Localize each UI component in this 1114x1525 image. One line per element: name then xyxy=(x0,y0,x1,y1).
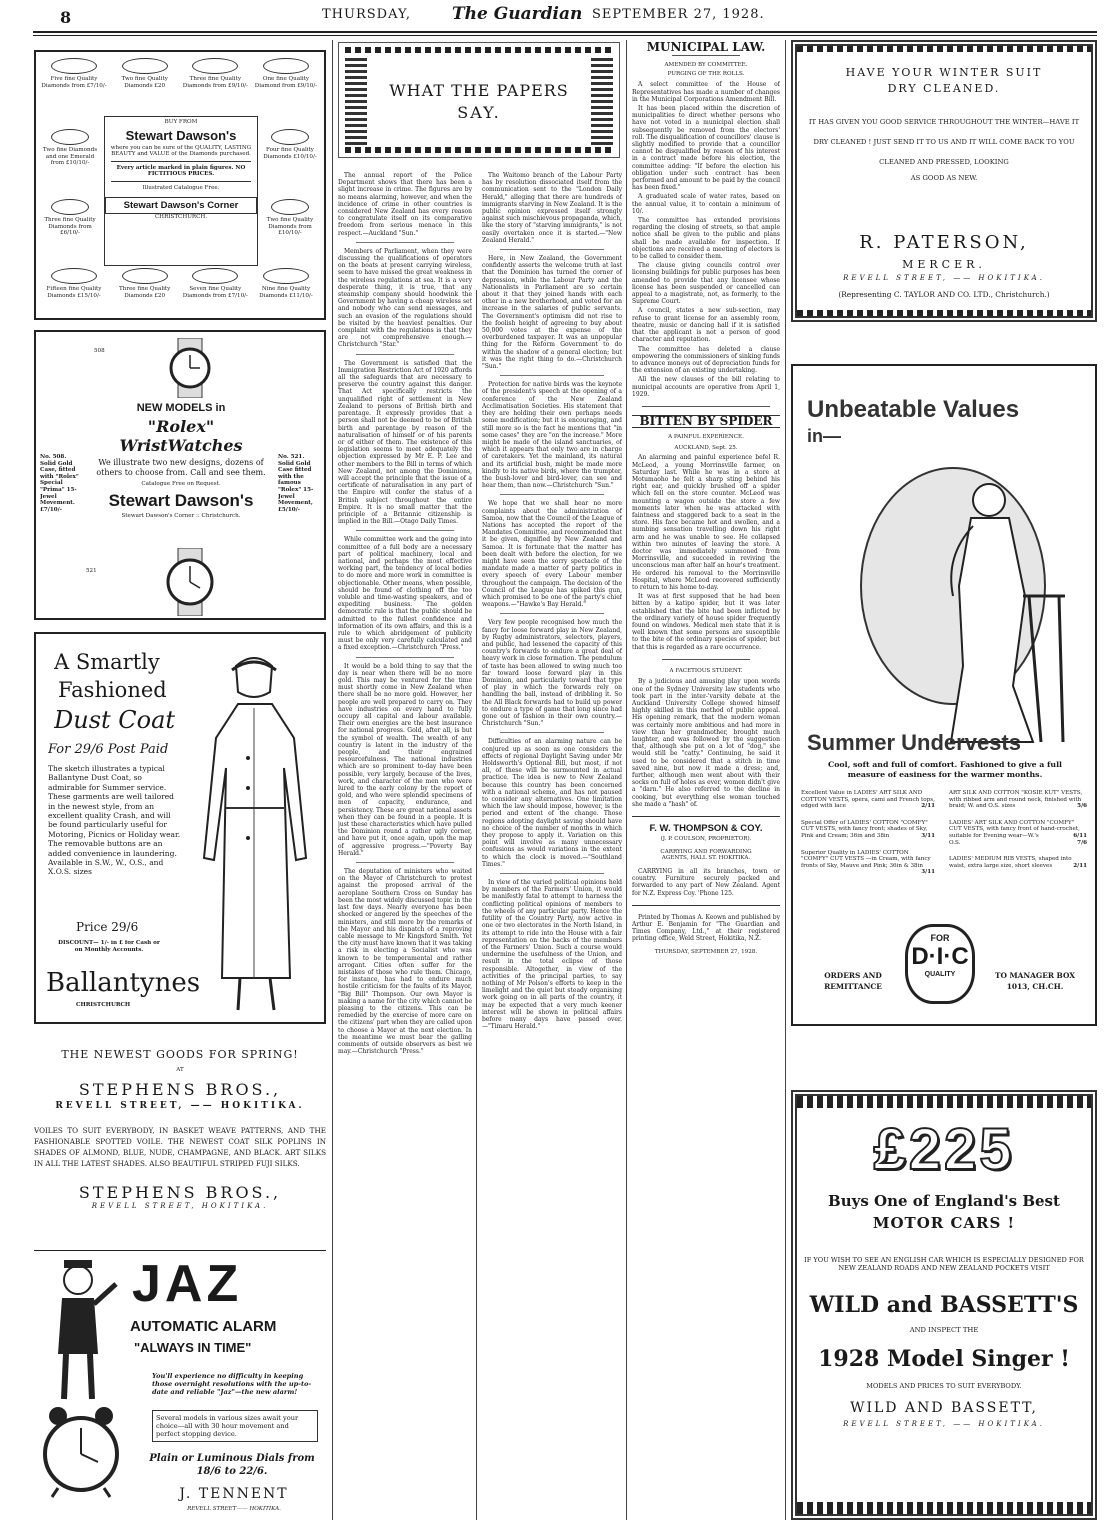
ad-rolex-watches xyxy=(34,330,326,620)
vest-offer-price: 3/11 xyxy=(921,869,935,876)
ring-item xyxy=(40,197,100,237)
wild-models: MODELS AND PRICES TO SUIT EVERYBODY. xyxy=(866,1382,1022,1390)
paper-extract: The Government is satisfied that the Immigration Restriction Act of 1920 affords all the safeguards that are necessary to preserve the country against this danger. That Act specifically restricts the unqualified right of settlement in New Zealand to persons of British birth and parentage. It expressly provides that a person shall not be deemed to be of British birth and parentage by reason of the naturalisation of himself or of his parents or of either of them. The existence of this legislation seems to meet adequately the objection expressed by Mr E. P. Lee and other members to the Bill in terms of which New Zealand, not among the Dominions, will accept the principle that the issue of a certificate of naturalisation in any part of the Empire will confer the status of a British subject throughout the entire Empire. It is no small matter that the principle of a Britannic citizenship is implied in the Bill.—Otago Daily Times. xyxy=(338,359,472,526)
vest-offer-text: Excellent Value in LADIES' ART SILK AND COTTON VESTS, opera, cami and French tops, edged with lace xyxy=(801,790,935,810)
undervests-title: Summer Undervests xyxy=(807,730,1021,755)
paterson-street: REVELL STREET, —— HOKITIKA. xyxy=(843,274,1045,282)
bellboy-illustration xyxy=(36,1254,120,1404)
ring-icon xyxy=(192,268,238,284)
paper-extract: Here, in New Zealand, the Government confidently asserts the welcome truth at last that the Dominion has turned the corner of depression, while the Labour Party and the Nationalists in Parliament are so certain about it that they joined hands with each other in a new brotherhood, and voted for an increase in the salaries of public servants. The Government's optimism did not rise to the foolish height of agreeing to buy about 50,000 votes at the expense of the overburdened taxpayer. It was an unpopular thing for the Reform Government to do within the shadow of a general election; but it was the right thing to do.—Christchurch "Sun." xyxy=(482,255,622,371)
wristwatch-icon xyxy=(160,338,220,398)
municipal-paragraph: The committee has extended provisions regarding the closing of streets, so that ample notice shall be given to the public and plans shall be made available for inspection. If objections are received a meeting of electors is to be called to consider them. xyxy=(632,217,780,261)
paper-extract: The Waitomo branch of the Labour Party has by resolution dissociated itself from the communication sent to the "London Daily Herald," alleging that there are hundreds of immigrants starving in New Zealand. It is the public opinion expressed itself strongly against such mischievous propaganda, which, like the story of "starving immigrants," is not easily overtaken once it is started.—"New Zealand Herald." xyxy=(482,172,622,244)
thompson-body: CARRYING in all its branches, town or country. Furniture securely packed and forwarded to any part of New Zealand. Agent for N.Z. Express Coy. 'Phone 125. xyxy=(632,868,780,897)
rolex-store-name: Stewart Dawson's xyxy=(108,490,254,510)
vest-offer xyxy=(801,849,935,876)
paper-extract: The deputation of ministers who waited on the Mayor of Christchurch to protest against the proposed arrival of the aeroplane Southern Cross on Sunday has been the most widely discussed topic in the last few days. Nearly everyone has been shocked or angered by the speeches of the ministers, and still more by the remarks of the Mayor and his dispatch of a reproving cable message to Mr Kingsford Smith. Yet the city must have known that it was taking a risk in electing a Socialist who was known to be temperamental and rather arrogant. Cities often suffer for the mistakes of those who rule them. Chicago, for instance, has had to endure much hostile criticism for the faults of its Mayor, "Big Bill" Thompson. Our own Mayor is making a name for the city which cannot be pleasing to the citizens. This can be remedied by the exercise of more care on the citizens' part when they are called upon to choose a Mayor at the next election. In the meantime we must bear the galling comments of outside observers as best we may.—Christchurch "Press." xyxy=(338,868,472,1056)
wild-name-2: WILD AND BASSETT, xyxy=(850,1400,1038,1416)
seal-bottom: QUALITY xyxy=(924,971,956,978)
coat-city: CHRISTCHURCH xyxy=(76,1002,131,1008)
ad-ballantynes-dust-coat xyxy=(34,632,326,1024)
paterson-rep: (Representing C. TAYLOR AND CO. LTD., Christchurch.) xyxy=(838,290,1050,299)
rolex-right-spec: No. 521. Solid Gold Case fitted with the famous "Rolex" 15-Jewel Movement, £5/10/- xyxy=(278,454,314,513)
seal-mark-icon: D·I·C xyxy=(911,943,969,970)
column-divider xyxy=(476,290,477,1520)
ring-icon xyxy=(122,268,168,284)
wild-inspect: AND INSPECT THE xyxy=(909,1326,979,1334)
masthead-paper-name: The Guardian xyxy=(452,4,583,24)
ring-icon xyxy=(51,268,97,284)
rolex-catalogue: Catalogue Free on Request. xyxy=(141,481,221,487)
undervests-manager: TO MANAGER BOX 1013, CH.CH. xyxy=(994,971,1075,991)
wild-price: £225 xyxy=(873,1117,1015,1182)
student-title: A FACETIOUS STUDENT. xyxy=(669,667,743,674)
jaz-slogan: "ALWAYS IN TIME" xyxy=(134,1340,252,1355)
vest-offer xyxy=(801,790,935,810)
ring-label: Two fine Quality Diamonds £20 xyxy=(121,76,168,89)
stephens-body: VOILES TO SUIT EVERYBODY, IN BASKET WEAVE PATTERNS, AND THE FASHIONABLE SPOTTED VOILE. THE NEWEST COAT SILK POPLINS IN SHADES OF ALMOND, BLUE, NUDE, CHAMPAGNE, AND BLACK. ART SILKS IN ALL THE LATEST SHADES. ALSO BEAUTIFUL STRIPED FUJI SILKS. xyxy=(34,1125,326,1168)
municipal-paragraph: A select committee of the House of Representatives has made a number of changes in the Municipal Corporations Amendment Bill. xyxy=(632,81,780,103)
wild-body: IF YOU WISH TO SEE AN ENGLISH CAR WHICH IS ESPECIALLY DESIGNED FOR NEW ZEALAND ROADS AND NEW ZEALAND POCKETS VISIT xyxy=(804,1256,1084,1272)
paper-extract: We hope that we shall hear no more complaints about the administration of Samoa, now that the Council of the League of Nations has accepted the report of the Mandates Committee, and recommended that it be given, dignified by New Zealand and Samoa. It is fortunate that the matter has been dealt with before the election, for we might have seen the sorry spectacle of the mandate made a matter of party politics in every speech of every Labour member throughout the campaign. The decision of the Council of the League has spiked this gun, which promised to be one of the party's chief weapons.—"Hawke's Bay Herald." xyxy=(482,500,622,609)
ring-item xyxy=(111,56,179,108)
paper-extract: It would be a bold thing to say that the day is near when there will be no more gold. This may be ventured for the time must shortly come in New Zealand when there shall be no more gold. However, her people are well prepared to carry on. They have industries on every hand to fully occupy all capital and labour available. Their own energies are the best insurance for national progress. Gold, after all, is but the symbol of wealth. The wealth of any country is latent in the industry of the people, and their engrained resourcefulness. The national industries which are so prominent to-day have been possible, very largely, because of the lives, work, and character of the men who were lured to the early colony by the report of gold, and who were splendid specimens of men of capacity, endurance, and persistency. These are great national assets when they can be found in a people. It is just these characteristics which have pulled the Dominion round a rather ugly corner, and have put it, once again, upon the map of aggressive progress.—"Poverty Bay Herald." xyxy=(338,662,472,857)
jaz-dials: Plain or Luminous Dials from 18/6 to 22/6. xyxy=(149,1453,315,1477)
masthead-rule-thin xyxy=(33,35,1097,36)
header-border xyxy=(345,147,613,153)
ring-label: Four fine Quality Diamonds £10/10/- xyxy=(263,147,317,160)
ring-item xyxy=(181,266,249,316)
imprint-date: THURSDAY, SEPTEMBER 27, 1928. xyxy=(654,948,758,955)
ring-icon xyxy=(51,58,97,74)
vest-offer xyxy=(949,856,1087,869)
vest-offer xyxy=(949,840,1087,847)
alarm-clock-icon xyxy=(38,1402,124,1498)
municipal-title: MUNICIPAL LAW. xyxy=(646,42,766,54)
ring-label: Two fine Diamonds and one Emerald from £10/10/- xyxy=(42,147,98,167)
vest-offer-price: 5/6 xyxy=(1077,803,1087,810)
wristwatch-icon xyxy=(156,548,224,616)
stephens-name-2: STEPHENS BROS., xyxy=(78,1182,282,1202)
ring-icon xyxy=(271,129,309,145)
ring-label: Seven fine Quality Diamonds from £7/10/- xyxy=(182,286,248,299)
vest-offer-text: LADIES' ART SILK AND COTTON "COMFY" CUT VESTS, with fancy front of hand-crochet, suitable for Evening wear—W.'s xyxy=(949,819,1080,839)
stephens-at: AT xyxy=(176,1067,184,1073)
ring-item xyxy=(40,56,108,108)
ring-label: Nine fine Quality Diamonds £11/10/- xyxy=(259,286,313,299)
seal-top: FOR xyxy=(930,933,950,943)
ring-label: One fine Quality Diamond from £9/10/- xyxy=(254,76,318,89)
ring-label: Two fine Quality Diamonds from £10/10/- xyxy=(266,217,314,237)
rings-centre-panel xyxy=(104,116,258,266)
jaz-sizes: Several models in various sizes await your choice—all with 30 hour movement and perfect stopping device. xyxy=(152,1410,318,1442)
vest-offer xyxy=(949,790,1087,810)
buy-from: BUY FROM xyxy=(164,119,198,125)
masthead-day: THURSDAY, xyxy=(322,7,411,22)
ad-paterson-dry-cleaning xyxy=(791,40,1097,322)
imprint-text: Printed by Thomas A. Keown and published by Arthur E. Benjamin for "The Guardian and Times Company, Ltd.," at their registered printing office, Weld Street, Hokitika, N.Z. xyxy=(632,913,780,943)
ring-item xyxy=(252,56,320,108)
rings-city: CHRISTCHURCH. xyxy=(154,213,208,220)
wild-model: 1928 Model Singer ! xyxy=(818,1346,1070,1372)
coat-store: Ballantynes xyxy=(46,968,201,998)
vest-offer-text: O.S. xyxy=(949,839,961,846)
wild-street: REVELL STREET, —— HOKITIKA. xyxy=(843,1420,1045,1428)
ring-item xyxy=(260,197,320,237)
jaz-body: You'll experience no difficulty in keeping those overnight resolutions with the up-to-date and reliable "Jaz"—the new alarm! xyxy=(152,1372,312,1396)
ring-label: Five fine Quality Diamonds from £7/10/- xyxy=(41,76,107,89)
municipal-paragraph: The clause giving councils control over licensing buildings for public purposes has been amended to provide that any licensee whose license has been suspended or cancelled can appeal to a magistrate, not, as formerly, to the Supreme Court. xyxy=(632,262,780,306)
stephens-headline: THE NEWEST GOODS FOR SPRING! xyxy=(61,1048,299,1061)
municipal-paragraph: A graduated scale of water rates, based on the annual value, it to contain a minimum of 10/. xyxy=(632,193,780,215)
stephens-street-2: REVELL STREET, HOKITIKA. xyxy=(91,1201,269,1210)
jaz-street: REVELL STREET—— HOKITIKA. xyxy=(187,1506,281,1512)
masthead xyxy=(0,0,1114,30)
masthead-date: SEPTEMBER 27, 1928. xyxy=(592,7,765,22)
ring-label: Three fine Quality Diamonds £20 xyxy=(118,286,171,299)
vest-offer xyxy=(949,820,1087,840)
stephens-street: REVELL STREET, —— HOKITIKA. xyxy=(55,1100,305,1111)
ad-wild-and-bassett xyxy=(791,1090,1097,1520)
woman-in-coat-illustration xyxy=(186,648,320,1018)
thompson-line-1: CARRYING AND FORWARDING xyxy=(660,848,752,855)
ring-icon xyxy=(122,58,168,74)
coat-headline-1: A Smartly xyxy=(54,650,160,674)
jaz-seller: J. TENNENT xyxy=(179,1486,289,1502)
spider-title: BITTEN BY SPIDER xyxy=(632,415,780,428)
vest-offer-text: LADIES' MEDIUM RIB VESTS, shaped into waist, extra large size, short sleeves xyxy=(949,856,1072,869)
student-paragraph: By a judicious and amusing play upon words one of the Sydney University law students who took part in the inter-'varsity debate at the Auckland University College showed himself highly skilled in this method of public appeal. His opening remark, that the modern woman was certainly more ambitious and had more in view than her grandmother, brought much laughter, and was followed by the suggestion that, although she put on a lot of "dog," she would still be "catty." Continuing, he said it used to be considered that a stitch in time saved nine, but now it made a dress; and, further, although men went about with their socks on full of holes as ever, women didn't give a "darn." He also referred to the decline in cooking, but everything else woman touched she made a "hash" of. xyxy=(632,678,780,808)
jaz-brand: JAZ xyxy=(132,1255,243,1313)
papers-title-1: WHAT THE PAPERS xyxy=(389,81,569,100)
ring-item xyxy=(181,56,249,108)
ad-jaz-alarm xyxy=(34,1252,326,1520)
papers-column-1 xyxy=(338,172,472,1520)
ring-icon xyxy=(263,268,309,284)
paterson-trade: MERCER. xyxy=(902,258,986,271)
watch-number-bottom: 521 xyxy=(86,568,97,574)
vest-offer-price: 2/11 xyxy=(1073,862,1087,869)
coat-headline-3: Dust Coat xyxy=(54,706,176,734)
rings-pitch: where you can be sure of the QUALITY, LASTING BEAUTY and VALUE of the Diamonds purchased. xyxy=(110,144,252,158)
woman-in-undervest-illustration xyxy=(833,446,1073,744)
municipal-paragraph: All the new clauses of the bill relating to municipal accounts are operative from April 1, 1929. xyxy=(632,376,780,398)
coat-price-line: For 29/6 Post Paid xyxy=(48,742,169,757)
page-number: 8 xyxy=(60,8,72,27)
ring-icon xyxy=(192,58,238,74)
ad-stephens-bros xyxy=(34,1040,326,1240)
watch-number-top: 508 xyxy=(94,348,105,354)
papers-header xyxy=(338,42,620,158)
wild-name: WILD and BASSETT'S xyxy=(809,1292,1079,1318)
vest-offer-price: 7/6 xyxy=(1077,839,1087,846)
ring-item xyxy=(111,266,179,316)
paper-extract: In view of the varied political opinions held by members of the Farmers' Union, it would be manifestly fatal to attempt to harness the conflicting political opinions of members to the wheels of any particular party. Hence the futility of the Country Party, now active in one or two electorates in the North Island, in its attempt to ride into the House with a fair representation on the backs of the members of the Farmers' Union. Such a course would undermine the usefulness of the Union, and result in the total eclipse of those responsible. Altogether, in view of the activities of the principal parties, to say nothing of Mr Polson's efforts to keep in the limelight and the quiet but steady organising work going on in all parts of the country, it may be expected that a very much keener interest will be shown in political affairs before many days have passed over.—"Timaru Herald." xyxy=(482,879,622,1031)
thompson-sub: (J. P. COULSON, PROPRIETOR). xyxy=(660,836,752,843)
column-divider xyxy=(626,40,627,1520)
ring-label: Three fine Quality Diamonds from £6/10/- xyxy=(44,217,96,237)
paper-extract: While committee work and the going into committee of a full body are a necessary part of political machinery, local and national, and perhaps the most effective working part, the tendency of local bodies to do more and more work in committee is objectionable. Other means, when possible, should be found of clothing off the too voluble and time-wasting speakers, and of expediting business. The golden democratic rule is that the public should be admitted to the fullest confidence and information of its own affairs, and this is a rule to which abridgement of publicity must be only very carefully calculated and a fixed exception.—Christchurch "Press." xyxy=(338,536,472,652)
wild-line-1: Buys One of England's Best xyxy=(828,1192,1060,1210)
ring-icon xyxy=(51,199,89,215)
coat-body: The sketch illustrates a typical Ballantyne Dust Coat, so admirable for Summer service. These garments are well tailored in the newest style, from an excellent quality Crash, and will be found particularly useful for Motoring, Picnics or Holiday wear. The removable buttons are an added convenience in laundering. Available in S.W., W., O.S., and X.O.S. sizes xyxy=(48,764,181,877)
ring-label: Fifteen fine Quality Diamonds £15/10/- xyxy=(46,286,102,299)
spider-sub: A PAINFUL EXPERIENCE. xyxy=(668,434,744,441)
undervests-headline-2: in— xyxy=(807,426,841,446)
rings-catalogue: Illustrated Catalogue Free. xyxy=(142,184,220,191)
spider-paragraph: An alarming and painful experience befel R. McLeod, a young Morrinsville farmer, on Saturday last. While he was in a store at Motumaoho he felt a sharp sting behind his right ear, and quickly brushed off a spider which fell on the store counter. McLeod was mounting a wagon outside the store a few moments later when he was attacked with faintness and staggered back to a seat in the store. His face became hot and swollen, and a numbing sensation travelling down his right arm and he was unable to see. He collapsed within two minutes of leaving the store. A doctor was immediately summoned from Morrinsville, and succeeded in reviving the unconscious man after half an hour's treatment. He ordered his removal to the Morrinsville Hospital, where McLeod recovered sufficiently to return to his home to-day. xyxy=(632,454,780,591)
divider xyxy=(34,1250,326,1251)
vest-offer-price: 3/11 xyxy=(921,832,935,839)
spider-dateline: AUCKLAND, Sept. 25. xyxy=(674,444,738,451)
paper-extract: The annual report of the Police Department shows that there has been a slight increase in crime. The figures are by no means alarming, however, and when the incidence of crime in other countries is considered New Zealand has every reason to congratulate itself on its comparative freedom from serious menace in this respect.—Auckland "Sun." xyxy=(338,172,472,237)
rolex-heading: NEW MODELS in xyxy=(136,402,226,414)
column-divider xyxy=(785,40,786,1520)
paterson-line-1: HAVE YOUR WINTER SUIT xyxy=(845,66,1043,79)
paper-extract: Difficulties of an alarming nature can be conjured up as soon as one considers the effects of regional Daylight Saving under Mr Holdsworth's Optional Bill, but most, if not all, of these will be surmounted in actual practice. The idea is new to New Zealand because this country has been concerned with a national scheme, and has not paused to consider any alternatives. One limitation which the law should impose, however, is the period and extent of the change. Those regions adopting daylight saving should have no choice of the number of months in which they propose to apply it. Variation on this point will involve as many unnecessary confusions as would variations in the extent to which the clock is moved.—"Southland Times." xyxy=(482,738,622,868)
municipal-paragraph: A council, states a new sub-section, may refuse to grant license for an assembly room, theatre, music or dancing hall if it is satisfied that the applicant is not a person of good character and reputation. xyxy=(632,307,780,344)
news-column xyxy=(632,42,780,1520)
paterson-body-2: AS GOOD AS NEW. xyxy=(910,174,978,182)
paper-extract: Very few people recognised how much the fancy for loose forward play in New Zealand, by Rugby administrators, selectors, players, and public, had lessened the capacity of this country's forwards to endure a great deal of heavy work in close formation. The pendulum of taste has been allowed to swing much too far toward loose forward play in this Dominion, and particularly toward that type of play in which the forwards rely on handling the ball, instead of dribbling it. So the All Black forwards had to build up power to endure a type of game that long since had gone out of fashion in their own country.—Christchurch "Sun." xyxy=(482,619,622,728)
thompson-title: F. W. THOMPSON & COY. xyxy=(649,823,763,835)
undervests-headline: Unbeatable Values xyxy=(807,396,1020,423)
undervests-subtitle: Cool, soft and full of comfort. Fashioned to give a full measure of easiness for the warmer months. xyxy=(828,760,1062,779)
papers-column-2 xyxy=(482,172,622,1520)
ad-summer-undervests xyxy=(791,364,1097,1026)
header-border xyxy=(345,47,613,53)
municipal-paragraph: It has been placed within the discretion of municipalities to direct whether persons who have not voted in a municipal election shall subsequently be removed from the electors' roll. The disqualification of councillors' clause is slightly modified to provide that a councillor cannot be disqualified by reason of his interest in a contract made before his election, the committee adding: "If before the election his obligation under such contract has been performed and amount to be paid by the council has been fixed." xyxy=(632,105,780,192)
rolex-body: We illustrate two new designs, dozens of others to choose from. Call and see them. xyxy=(96,458,266,477)
column-divider xyxy=(332,40,333,1520)
rolex-brand: "Rolex" WristWatches xyxy=(119,417,243,455)
paper-extract: Protection for native birds was the keynote of the president's speech at the opening of a conference of the New Zealand Acclimatisation Societies. His statement that they are holding their own perhaps needs some modification; but it is encouraging, and still more so is the fact he mentions that "in some cases" they are "on the increase." More might be made of the island sanctuaries, of which it appears that only two are in charge of caretakers. Yet the mainland, its natural and its artificial bush, might be made more kindly to its native birds, where the trumpter, the bush-lover and bird-lover, can see and hear them, than now.—Christchurch "Sun." xyxy=(482,381,622,490)
ring-icon xyxy=(263,58,309,74)
rings-store-name: Stewart Dawson's xyxy=(125,127,237,143)
stephens-name: STEPHENS BROS., xyxy=(78,1079,282,1099)
coat-headline-2: Fashioned xyxy=(58,678,167,702)
masthead-rule xyxy=(33,31,1097,33)
rolex-address: Stewart Dawson's Corner :: Christchurch. xyxy=(121,512,241,519)
vest-offer-text: Special Offer of LADIES' COTTON "COMFY" CUT VESTS, with fancy front; shades of Sky, Pink and Cream; 36in and 38in xyxy=(801,819,928,839)
dic-quality-seal xyxy=(905,924,975,1004)
jaz-product: AUTOMATIC ALARM xyxy=(130,1318,277,1335)
ring-item xyxy=(40,266,108,316)
vest-offer-text: ART SILK AND COTTON "KOSIE KUT" VESTS, with ribbed arm and round neck, finished with braid; W. and O.S. sizes xyxy=(949,790,1083,810)
ring-icon xyxy=(271,199,309,215)
coat-discount: DISCOUNT— 1/- in £ for Cash or on Monthly Accounts. xyxy=(58,940,160,953)
paterson-body: IT HAS GIVEN YOU GOOD SERVICE THROUGHOUT THE WINTER—HAVE IT DRY CLEANED ! JUST SEND IT TO US AND IT WILL COME BACK TO YOU CLEANED AND PRESSED, LOOKING xyxy=(808,118,1080,166)
rolex-left-spec: No. 508. Solid Gold Case, fitted with "Rolex" Special "Prima" 15-Jewel Movement. £7/10/- xyxy=(40,454,79,513)
ring-item xyxy=(260,127,320,160)
ring-label: Three fine Quality Diamonds from £9/10/- xyxy=(182,76,248,89)
thompson-line-2: AGENTS, HALL ST. HOKITIKA. xyxy=(661,855,751,862)
municipal-sub-2: PURGING OF THE ROLLS. xyxy=(667,70,745,77)
undervests-orders: ORDERS AND REMITTANCE xyxy=(824,971,882,991)
paterson-line-2: DRY CLEANED. xyxy=(887,82,1001,95)
vest-offer-price: 2/11 xyxy=(921,803,935,810)
vest-offer-price: 6/11 xyxy=(1073,832,1087,839)
ring-icon xyxy=(51,129,89,145)
municipal-paragraph: The committee has deleted a clause empowering the commissioners of sinking funds to advance moneys out of depreciation funds for the extension of an existing undertaking. xyxy=(632,345,780,375)
municipal-sub-1: AMENDED BY COMMITTEE. xyxy=(664,62,748,69)
coat-price: Price 29/6 xyxy=(76,920,139,934)
rings-prices: Every article marked in plain figures. NO FICTITIOUS PRICES. xyxy=(116,164,246,178)
vest-offer-text: Superior Quality in LADIES' COTTON "COMFY" CUT VESTS —in Cream, with fancy fronts of Sky, Mauve and Pink; 36in & 38in xyxy=(801,849,931,869)
wild-line-2: MOTOR CARS ! xyxy=(872,1214,1016,1232)
paterson-name: R. PATERSON, xyxy=(859,232,1029,253)
ring-item xyxy=(252,266,320,316)
ad-stewart-dawson-rings xyxy=(34,50,326,320)
vest-offer xyxy=(801,820,935,840)
spider-paragraph: It was at first supposed that he had been bitten by a katipo spider, but it was later established that the bite had been inflicted by the ordinary variety of house spider frequently found on windows. Medical men state that it is well known that some persons are susceptible to the bite of the ordinary species of spider, but that this is regarded as a rare occurrence. xyxy=(632,593,780,651)
paper-extract: Members of Parliament, when they were discussing the qualifications of operators on the boats at present carrying wireless, seem to have missed the great weakness in the wireless regulations at sea. It is a very desperate thing, it is true, that any steamship company should hoodwink the Government by having a cheap wireless set and nobody who can send messages, and such an evasion of the regulations should be visited by the heaviest penalties. Our complaint with the regulations is that they are not comprehensive enough.—Christchurch "Star." xyxy=(338,247,472,349)
rings-corner: Stewart Dawson's Corner xyxy=(105,197,257,214)
papers-title-2: SAY. xyxy=(457,103,501,122)
ring-item xyxy=(40,127,100,167)
